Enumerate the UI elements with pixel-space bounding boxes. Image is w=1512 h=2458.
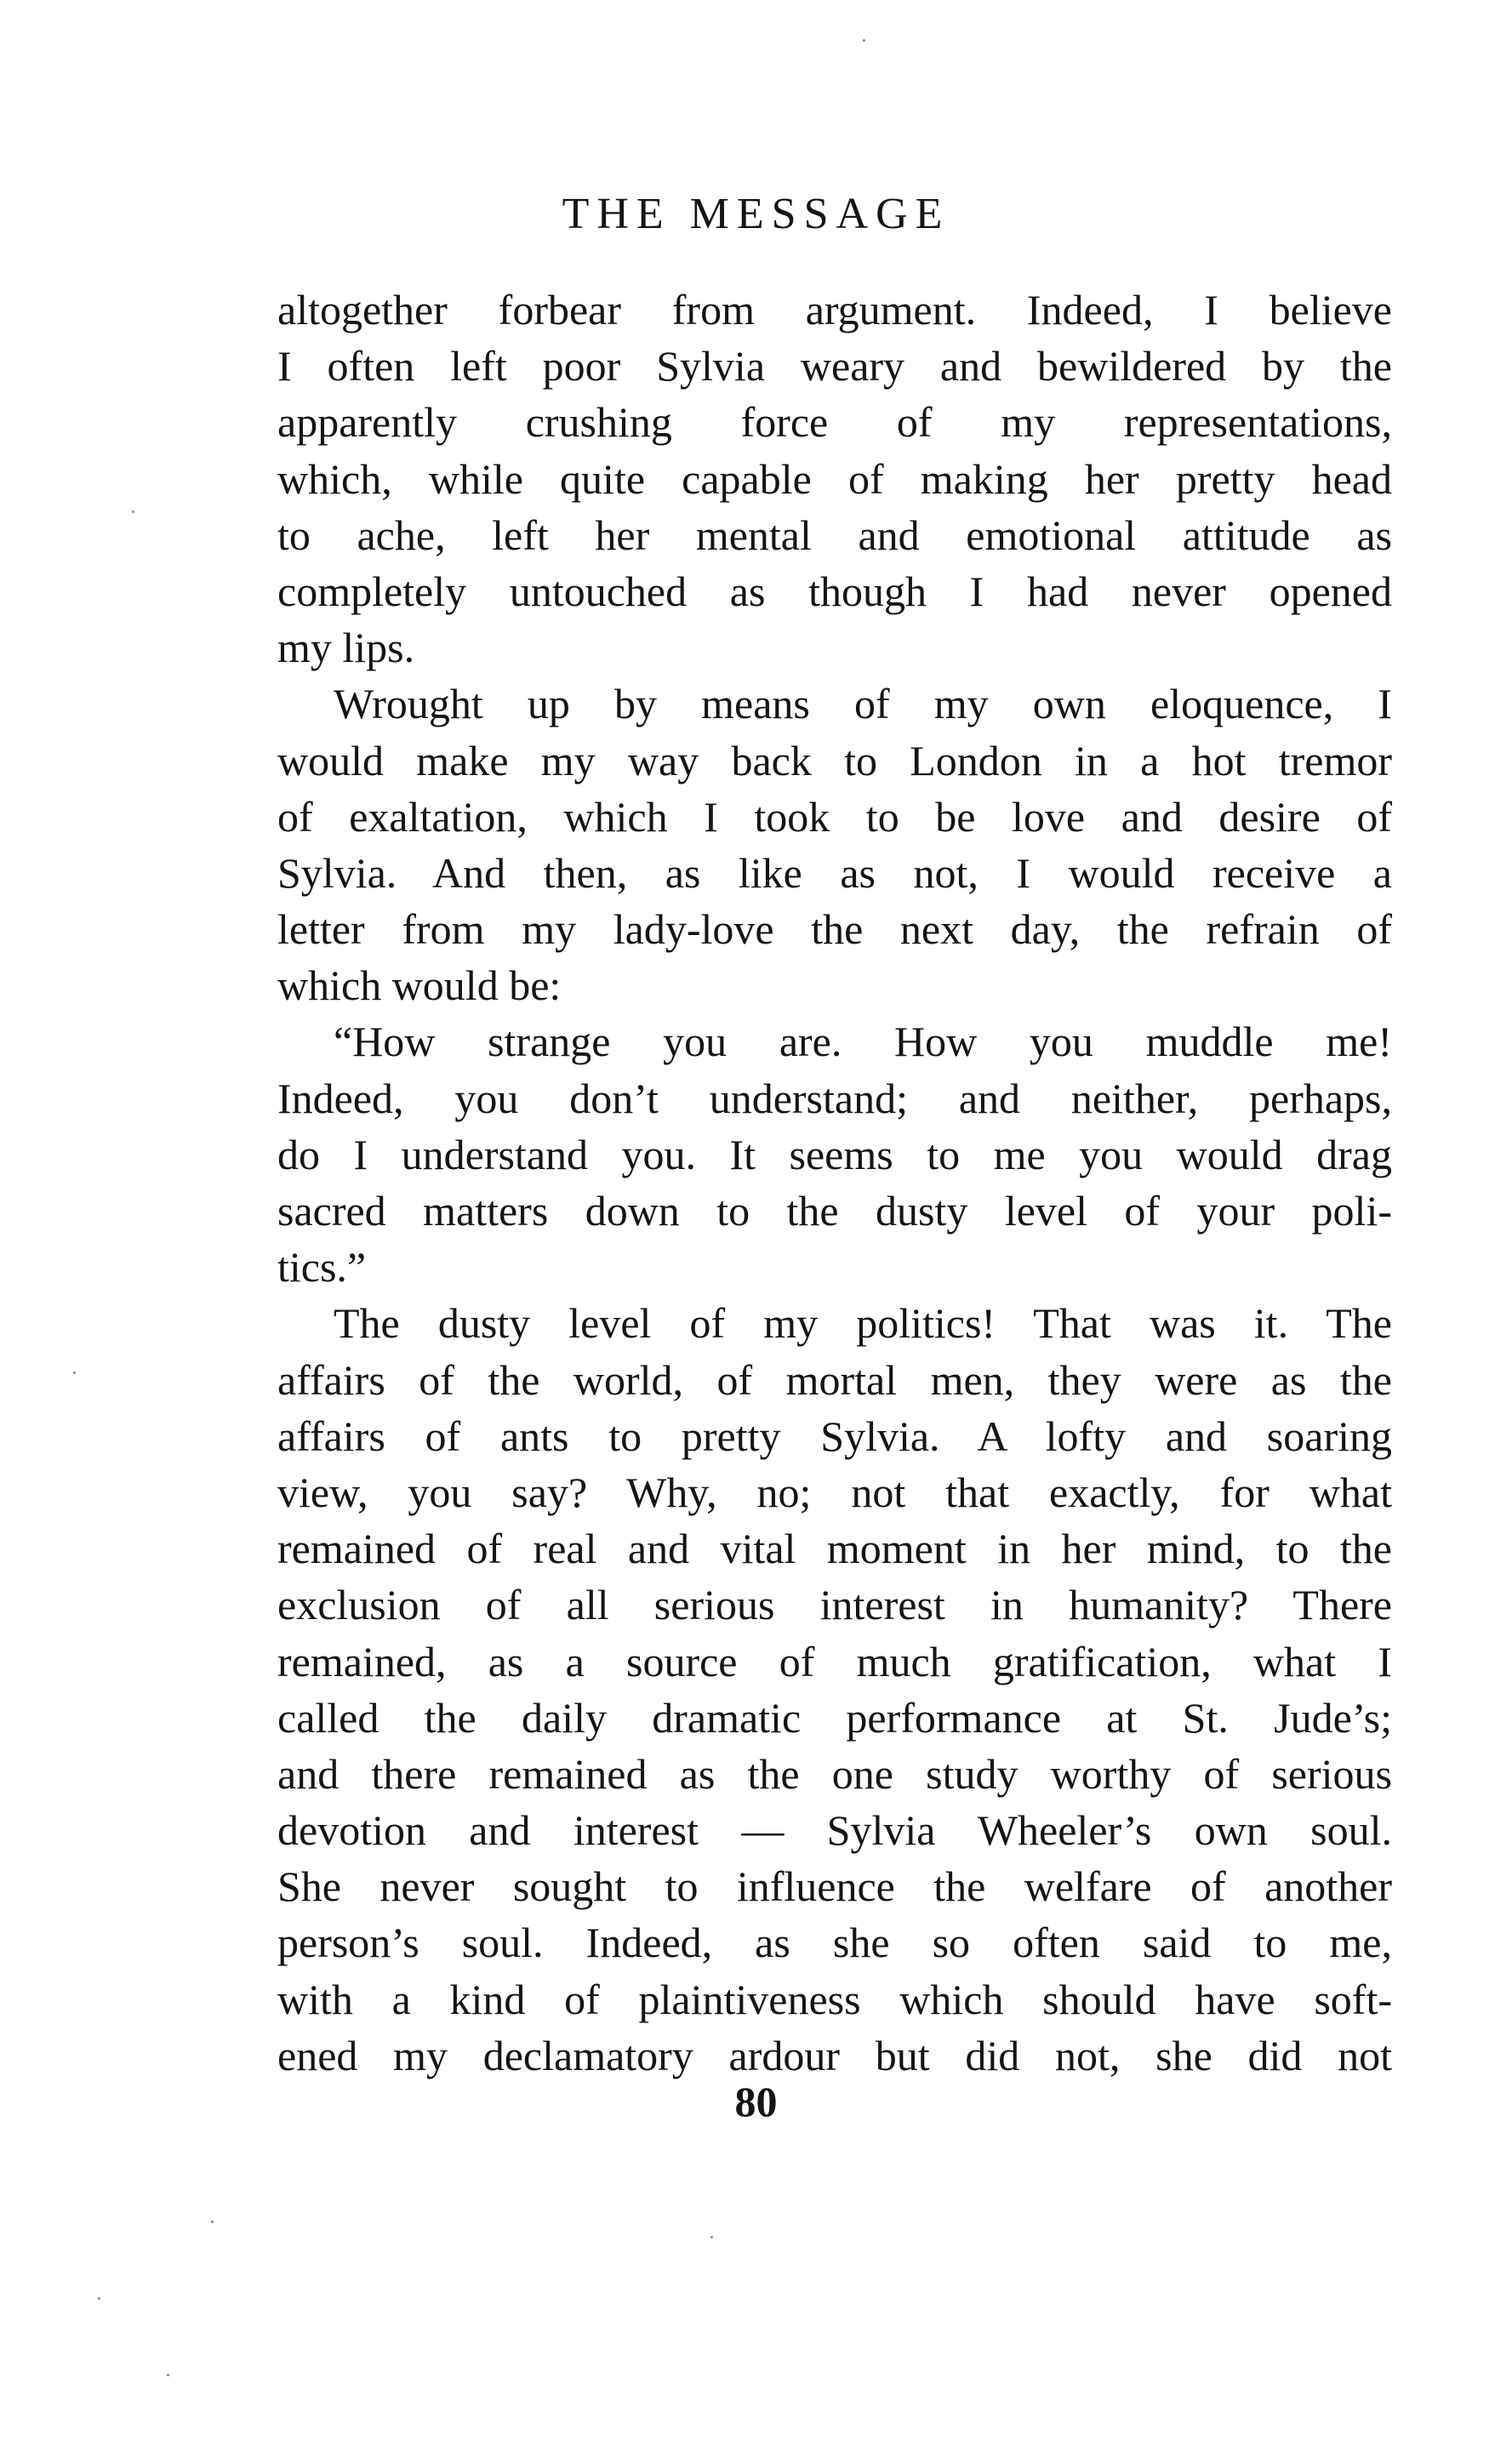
text-line: letter from my lady-love the next day, the refrain of xyxy=(277,905,1392,954)
text-line: tics.” xyxy=(277,1243,367,1292)
text-line: sacred matters down to the dusty level of your poli- xyxy=(277,1187,1392,1235)
text-line: which would be: xyxy=(277,961,562,1010)
text-line: my lips. xyxy=(277,624,415,672)
text-line: affairs of the world, of mortal men, they were as the xyxy=(277,1355,1392,1404)
text-line: “How strange you are. How you muddle me! xyxy=(334,1018,1392,1066)
text-line: to ache, left her mental and emotional attitude as xyxy=(277,510,1392,559)
text-line: Wrought up by means of my own eloquence, I xyxy=(334,680,1392,728)
text-line: view, you say? Why, no; not that exactly, for what xyxy=(277,1468,1392,1516)
text-line: would make my way back to London in a hot tremor xyxy=(277,736,1392,784)
text-line: I often left poor Sylvia weary and bewildered by the xyxy=(277,342,1392,391)
text-line: devotion and interest — Sylvia Wheeler’s own soul. xyxy=(277,1806,1392,1855)
text-line: which, while quite capable of making her pretty head xyxy=(277,454,1392,503)
text-line: remained of real and vital moment in her mind, to the xyxy=(277,1525,1392,1573)
text-line: called the daily dramatic performance at St. Jude’s; xyxy=(277,1693,1392,1742)
text-line: altogether forbear from argument. Indeed, I believe xyxy=(277,286,1392,334)
text-line: completely untouched as though I had never opened xyxy=(277,567,1392,615)
text-line: with a kind of plaintiveness which should have soft- xyxy=(277,1975,1392,2023)
body-text xyxy=(277,282,1392,2084)
running-head: THE MESSAGE xyxy=(562,190,950,238)
text-line: apparently crushing force of my representations, xyxy=(277,398,1392,447)
scan-speck xyxy=(132,510,134,513)
text-line: and there remained as the one study worthy of serious xyxy=(277,1749,1392,1798)
text-line: remained, as a source of much gratification, what I xyxy=(277,1637,1392,1685)
text-line: do I understand you. It seems to me you would drag xyxy=(277,1130,1392,1178)
text-line: person’s soul. Indeed, as she so often said to me, xyxy=(277,1919,1392,1967)
text-line: The dusty level of my politics! That was it. The xyxy=(334,1299,1392,1348)
scan-speck xyxy=(863,39,865,42)
text-line: ened my declamatory ardour but did not, she did not xyxy=(277,2031,1392,2079)
scan-speck xyxy=(710,2236,713,2238)
scan-speck xyxy=(167,2374,169,2376)
scan-speck xyxy=(211,2221,214,2223)
text-line: exclusion of all serious interest in humanity? There xyxy=(277,1581,1392,1629)
text-line: of exaltation, which I took to be love and desire of xyxy=(277,792,1392,841)
text-line: affairs of ants to pretty Sylvia. A lofty and soaring xyxy=(277,1411,1392,1460)
text-line: Indeed, you don’t understand; and neither, perhaps, xyxy=(277,1074,1392,1122)
page-number: 80 xyxy=(734,2078,778,2125)
text-line: She never sought to influence the welfare of another xyxy=(277,1862,1392,1911)
text-line: Sylvia. And then, as like as not, I would receive a xyxy=(277,848,1392,897)
scan-speck xyxy=(98,2297,100,2300)
scan-speck xyxy=(73,1372,76,1374)
